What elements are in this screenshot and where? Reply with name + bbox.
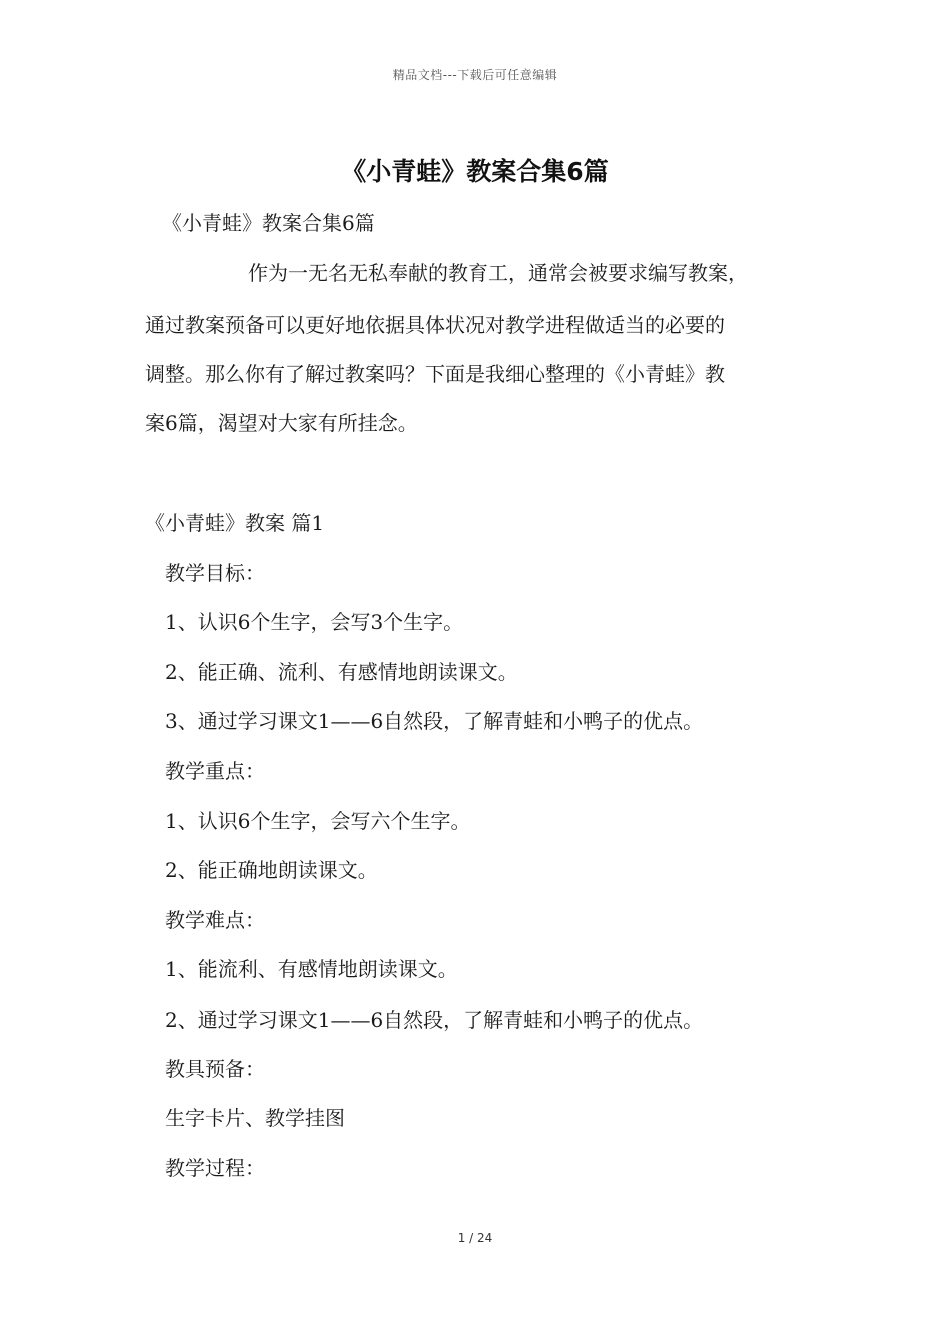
intro-line-2: 通过教案预备可以更好地依据具体状况对教学进程做适当的必要的 — [145, 313, 725, 337]
document-title: 《小青蛙》教案合集6篇 — [341, 157, 609, 186]
body-line: 1、能流利、有感情地朗读课文。 — [165, 957, 458, 981]
header-note: 精品文档---下载后可任意编辑 — [392, 68, 558, 82]
body-line: 3、通过学习课文1——6自然段，了解青蛙和小鸭子的优点。 — [165, 709, 704, 733]
body-line: 1、认识6个生字，会写六个生字。 — [165, 809, 471, 833]
body-line: 教学重点： — [165, 759, 265, 783]
body-line: 1、认识6个生字，会写3个生字。 — [165, 610, 464, 634]
intro-line-3: 调整。那么你有了解过教案吗？下面是我细心整理的《小青蛙》教 — [145, 362, 725, 386]
page-number: 1 / 24 — [457, 1231, 493, 1245]
intro-line-4: 案6篇，渴望对大家有所挂念。 — [145, 411, 418, 435]
intro-line-1: 作为一无名无私奉献的教育工，通常会被要求编写教案， — [248, 261, 748, 285]
body-line: 教具预备： — [165, 1057, 265, 1081]
subtitle: 《小青蛙》教案合集6篇 — [162, 211, 375, 235]
body-line: 2、通过学习课文1——6自然段，了解青蛙和小鸭子的优点。 — [165, 1008, 704, 1032]
body-line: 2、能正确地朗读课文。 — [165, 858, 378, 882]
section-heading: 《小青蛙》教案 篇1 — [145, 511, 325, 535]
body-line: 教学目标： — [165, 561, 265, 585]
body-line: 教学过程： — [165, 1156, 265, 1180]
body-line: 生字卡片、教学挂图 — [165, 1106, 345, 1130]
body-line: 2、能正确、流利、有感情地朗读课文。 — [165, 660, 518, 684]
body-line: 教学难点： — [165, 908, 265, 932]
